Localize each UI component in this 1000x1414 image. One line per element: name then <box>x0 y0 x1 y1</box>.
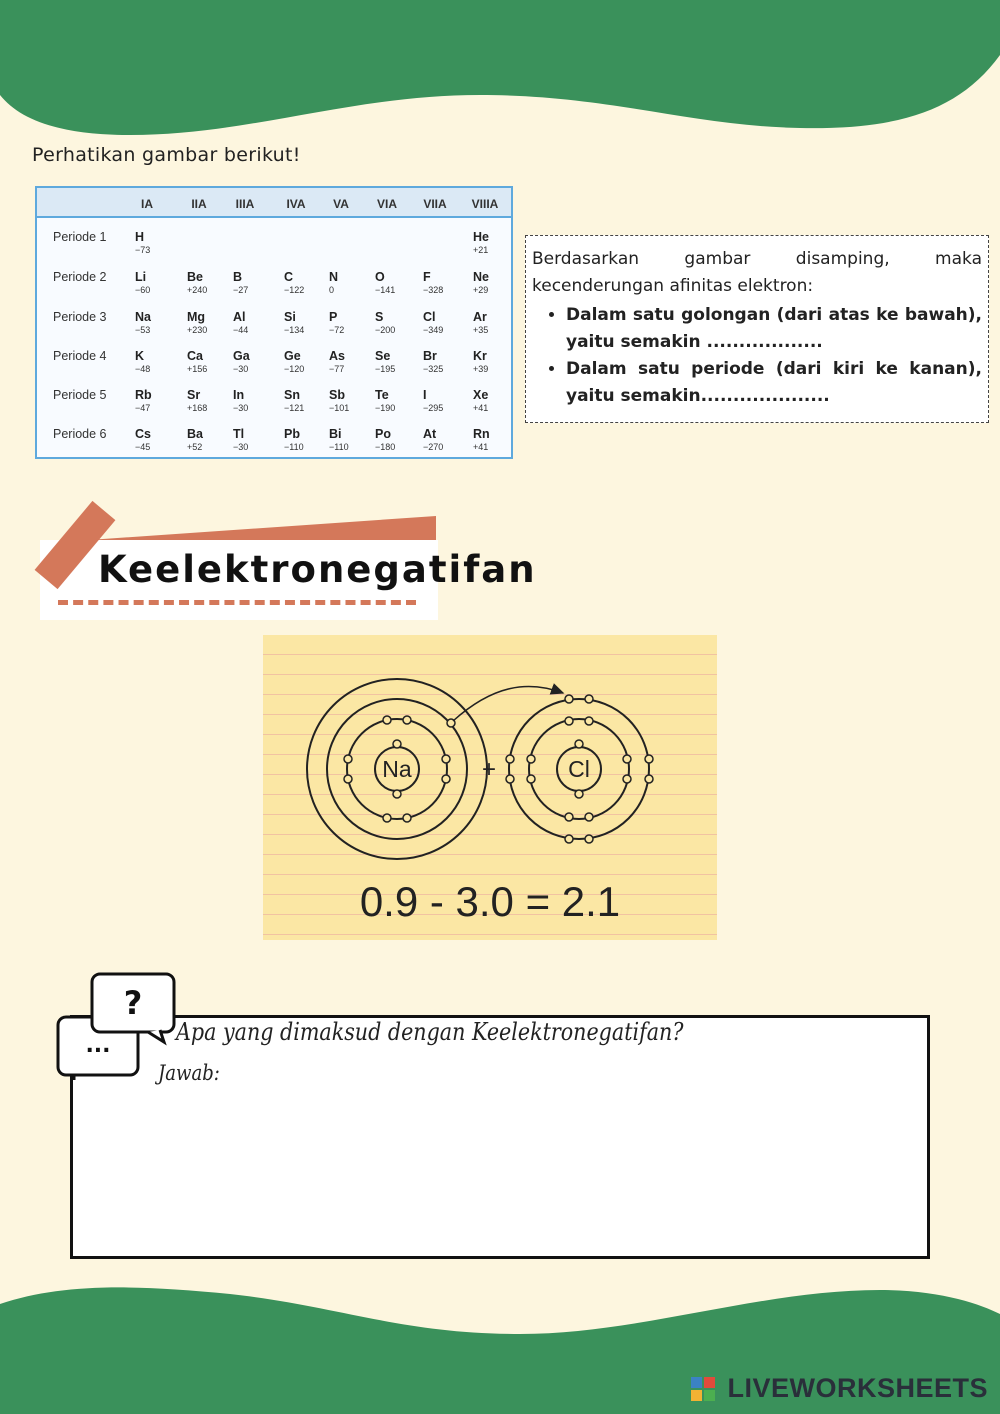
element-cell <box>187 310 227 335</box>
period-label: Periode 1 <box>53 230 107 244</box>
element-affinity-value: −190 <box>375 403 396 413</box>
element-cell <box>135 270 175 295</box>
element-symbol: Al <box>233 310 246 324</box>
group-header: IIIA <box>235 197 255 211</box>
element-symbol: P <box>329 310 338 324</box>
element-affinity-value: −27 <box>233 285 249 295</box>
period-label: Periode 4 <box>53 349 107 363</box>
element-symbol: Rb <box>135 388 152 402</box>
element-affinity-value: −328 <box>423 285 444 295</box>
element-cell <box>423 427 463 452</box>
element-cell <box>329 427 369 452</box>
element-affinity-value: −30 <box>233 364 249 374</box>
element-symbol: Ga <box>233 349 250 363</box>
element-affinity-value: +240 <box>187 285 208 295</box>
brand-logo-icon <box>691 1377 715 1401</box>
element-symbol: K <box>135 349 145 363</box>
intro-text: Perhatikan gambar berikut! <box>32 144 301 166</box>
element-affinity-value: −30 <box>233 403 249 413</box>
element-affinity-value: −44 <box>233 325 249 335</box>
top-wave-decoration <box>0 0 1000 150</box>
element-affinity-value: −30 <box>233 442 249 452</box>
sodium-label: Na <box>382 756 412 782</box>
element-symbol: In <box>233 388 245 402</box>
element-symbol: N <box>329 270 339 284</box>
element-cell <box>233 270 273 295</box>
note-lead: Berdasarkan gambar disamping, maka kecenderungan afinitas elektron: <box>532 249 982 296</box>
element-cell <box>284 349 324 374</box>
element-symbol: Ge <box>284 349 301 363</box>
element-symbol: Sn <box>284 388 300 402</box>
element-symbol: Cs <box>135 427 151 441</box>
element-cell <box>329 388 369 413</box>
element-affinity-value: −48 <box>135 364 151 374</box>
element-affinity-value: +168 <box>187 403 208 413</box>
element-affinity-value: +35 <box>473 325 489 335</box>
group-header: IIA <box>191 197 207 211</box>
chlorine-label: Cl <box>568 756 590 782</box>
element-symbol: Cl <box>423 310 436 324</box>
element-cell <box>329 349 369 374</box>
period-label: Periode 6 <box>53 427 107 441</box>
element-affinity-value: −120 <box>284 364 305 374</box>
banner-stripe <box>60 516 436 542</box>
period-label: Periode 3 <box>53 310 107 324</box>
note-item-group: • Dalam satu golongan (dari atas ke bawah), yaitu semakin .................. <box>566 302 982 356</box>
element-cell <box>135 388 175 413</box>
element-affinity-value: −73 <box>135 245 151 255</box>
element-affinity-value: −134 <box>284 325 305 335</box>
element-symbol: Li <box>135 270 147 284</box>
answer-label: Jawab: <box>158 1061 220 1085</box>
element-cell <box>329 310 369 335</box>
element-symbol: F <box>423 270 431 284</box>
element-cell <box>375 388 415 413</box>
table-header-row <box>37 188 511 218</box>
element-symbol: Se <box>375 349 391 363</box>
group-header: VIA <box>376 197 397 211</box>
element-symbol: Ba <box>187 427 203 441</box>
element-affinity-value: +29 <box>473 285 489 295</box>
element-symbol: B <box>233 270 243 284</box>
element-affinity-value: −72 <box>329 325 345 335</box>
answer-box[interactable] <box>70 1015 930 1259</box>
element-symbol: H <box>135 230 145 244</box>
group-header: IA <box>141 197 153 211</box>
element-cell <box>375 270 415 295</box>
element-cell <box>375 427 415 452</box>
element-affinity-value: −60 <box>135 285 151 295</box>
element-affinity-value: −110 <box>329 442 349 452</box>
element-cell <box>375 310 415 335</box>
element-symbol: O <box>375 270 385 284</box>
element-symbol: Pb <box>284 427 300 441</box>
element-affinity-value: 0 <box>329 285 335 295</box>
element-symbol: S <box>375 310 384 324</box>
element-symbol: Rn <box>473 427 490 441</box>
element-cell <box>473 270 513 295</box>
element-affinity-value: −53 <box>135 325 151 335</box>
electronegativity-equation: 0.9 - 3.0 = 2.1 <box>359 878 621 925</box>
element-symbol: Po <box>375 427 391 441</box>
element-affinity-value: +52 <box>187 442 203 452</box>
element-symbol: Bi <box>329 427 342 441</box>
element-symbol: Kr <box>473 349 487 363</box>
element-symbol: Be <box>187 270 203 284</box>
element-affinity-value: +41 <box>473 403 489 413</box>
element-cell <box>423 270 463 295</box>
group-header: VIIA <box>423 197 447 211</box>
element-cell <box>375 349 415 374</box>
element-affinity-value: +39 <box>473 364 489 374</box>
element-cell <box>284 427 324 452</box>
electronegativity-diagram <box>263 635 717 940</box>
element-affinity-value: −141 <box>375 285 396 295</box>
banner-underline <box>58 600 416 605</box>
element-cell <box>423 349 463 374</box>
element-cell <box>135 310 175 335</box>
note-list <box>532 302 982 410</box>
group-header: VA <box>333 197 349 211</box>
element-cell <box>233 388 273 413</box>
electron-affinity-note <box>525 235 989 423</box>
element-cell <box>284 310 324 335</box>
brand-wordmark: LIVEWORKSHEETS <box>727 1373 988 1403</box>
element-affinity-value: −195 <box>375 364 396 374</box>
element-symbol: Xe <box>473 388 489 402</box>
element-symbol: I <box>423 388 427 402</box>
plus-sign: + <box>481 756 497 783</box>
element-symbol: At <box>423 427 437 441</box>
element-affinity-value: −110 <box>284 442 304 452</box>
element-symbol: Br <box>423 349 437 363</box>
element-symbol: He <box>473 230 489 244</box>
element-affinity-value: +41 <box>473 442 489 452</box>
element-symbol: As <box>329 349 345 363</box>
element-affinity-value: −45 <box>135 442 151 452</box>
element-symbol: Ne <box>473 270 489 284</box>
element-affinity-value: −180 <box>375 442 396 452</box>
period-label: Periode 5 <box>53 388 107 402</box>
element-cell <box>187 349 227 374</box>
element-cell <box>187 388 227 413</box>
element-cell <box>284 270 324 295</box>
element-affinity-value: −121 <box>284 403 305 413</box>
element-affinity-value: −270 <box>423 442 444 452</box>
element-symbol: Sr <box>187 388 201 402</box>
element-symbol: Si <box>284 310 296 324</box>
element-affinity-value: −77 <box>329 364 345 374</box>
element-symbol: Ca <box>187 349 203 363</box>
element-cell <box>233 349 273 374</box>
element-cell <box>187 427 227 452</box>
element-affinity-value: −200 <box>375 325 396 335</box>
question-mark-glyph: ? <box>123 984 143 1022</box>
element-symbol: Mg <box>187 310 206 324</box>
element-cell <box>473 349 513 374</box>
element-cell <box>423 310 463 335</box>
element-cell <box>473 388 513 413</box>
element-symbol: Na <box>135 310 151 324</box>
element-symbol: Ar <box>473 310 487 324</box>
element-affinity-value: +230 <box>187 325 208 335</box>
element-cell <box>233 310 273 335</box>
element-cell <box>135 427 175 452</box>
note-item-period: • Dalam satu periode (dari kiri ke kanan), yaitu semakin.................... <box>566 356 982 410</box>
element-cell <box>284 388 324 413</box>
element-symbol: Te <box>375 388 389 402</box>
section-title: Keelektronegatifan <box>98 548 537 591</box>
element-affinity-value: +21 <box>473 245 489 255</box>
element-symbol: C <box>284 270 294 284</box>
period-label: Periode 2 <box>53 270 107 284</box>
group-header: VIIIA <box>471 197 499 211</box>
element-cell <box>329 270 369 295</box>
element-cell <box>473 427 513 452</box>
element-cell <box>473 230 513 255</box>
element-affinity-value: −101 <box>329 403 350 413</box>
element-cell <box>187 270 227 295</box>
element-affinity-value: −295 <box>423 403 444 413</box>
group-header: IVA <box>286 197 306 211</box>
element-cell <box>135 230 175 255</box>
ellipsis-glyph: ... <box>85 1033 111 1058</box>
question-text: Apa yang dimaksud dengan Keelektronegatifan? <box>176 1018 684 1046</box>
electron-affinity-table <box>35 186 513 459</box>
element-cell <box>473 310 513 335</box>
element-affinity-value: −47 <box>135 403 151 413</box>
element-cell <box>135 349 175 374</box>
element-affinity-value: −325 <box>423 364 444 374</box>
element-cell <box>423 388 463 413</box>
element-affinity-value: −122 <box>284 285 305 295</box>
element-cell <box>233 427 273 452</box>
element-symbol: Sb <box>329 388 345 402</box>
element-affinity-value: +156 <box>187 364 208 374</box>
element-affinity-value: −349 <box>423 325 444 335</box>
element-symbol: Tl <box>233 427 245 441</box>
